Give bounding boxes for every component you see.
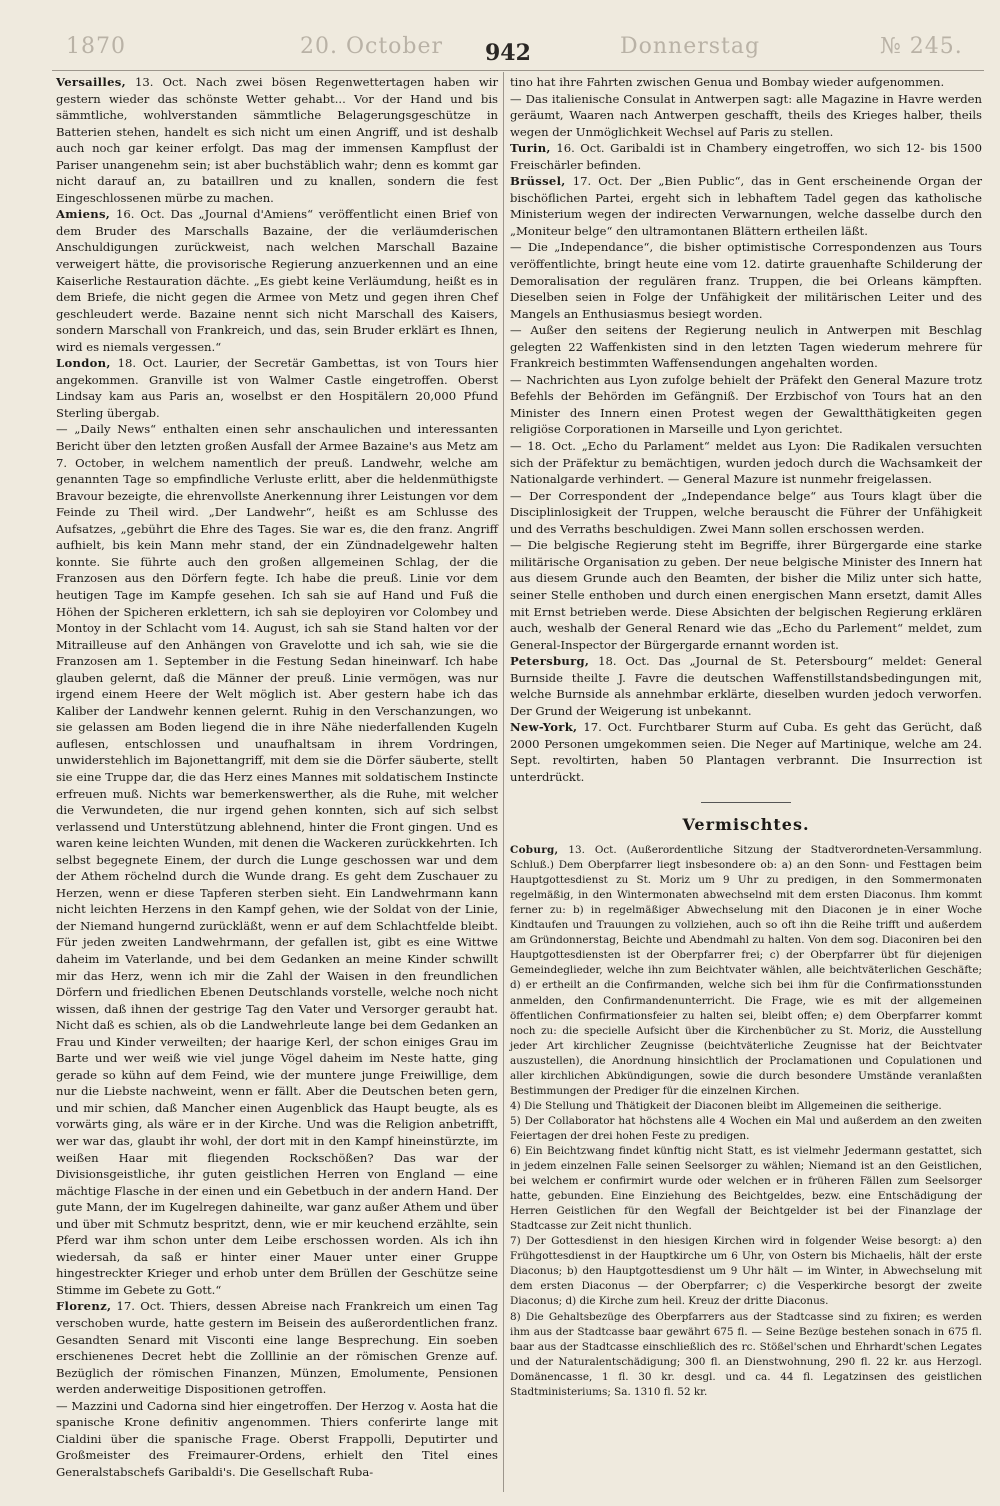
right-column-news <box>510 74 982 786</box>
left-column <box>56 74 498 1480</box>
article-paragraph <box>510 173 982 239</box>
article-paragraph <box>56 1398 498 1481</box>
article-text: 8) Die Gehaltsbezüge des Oberpfarrers aus der Stadtcasse sind zu fixiren; es werden ihm aus der Stadtcasse baar gewährt 675 fl. — Seine Bezüge bestehen sonach in 675 fl. baar aus der Stadtcasse einschließlich des rc. Stößel'schen und Ehrhardt'schen Legates und der Naturalentschädigung; 300 fl. an Dienstwohnung, 290 fl. 22 kr. aus Herzogl. Domänencasse, 1 fl. 30 kr. desgl. und ca. 44 fl. Legatzinsen des geistlichen Stadtministeriums; Sa. 1310 fl. 52 kr. <box>510 1310 982 1398</box>
article-paragraph <box>510 1234 982 1309</box>
article-text: 17. Oct. Furchtbarer Sturm auf Cuba. Es geht das Gerücht, daß 2000 Personen umgekommen seien. Die Neger auf Martinique, welche am 24. Sept. revoltirten, haben 50 Plantagen verbrannt. Die Insurrection ist unterdrückt. <box>510 720 982 784</box>
header-rule <box>52 70 984 71</box>
dateline-heading: Petersburg, <box>510 654 590 669</box>
article-paragraph <box>510 239 982 322</box>
article-paragraph <box>56 421 498 1298</box>
article-paragraph <box>510 322 982 372</box>
masthead-issue: № 245. <box>880 34 963 59</box>
article-text: 13. Oct. (Außerordentliche Sitzung der Stadtverordneten-Versammlung. Schluß.) Dem Oberpfarrer liegt insbesondere ob: a) an den Sonn- und Festtagen beim Hauptgottesdienst zu St. Moriz um 9 Uhr zu predigen, in den Sommermonaten regelmäßig, in den Wintermonaten abwechselnd mit dem ersten Diaconus. Ihm kommt ferner zu: b) in regelmäßiger Abwechselung mit den Diaconen je in einer Woche Kindtaufen und Trauungen zu vollziehen, auch so oft ihn die Reihe trifft und außerdem am Gründonnerstag, Beichte und Abendmahl zu halten. Von dem sog. Diaconiren bei den Hauptgottesdiensten ist der Oberpfarrer frei; c) der Oberpfarrer übt für diejenigen Gemeindeglieder, welche ihn zum Beichtvater wählen, alle beichtväterlichen Geschäfte; d) er ertheilt an die Confirmanden, welche sich bei ihm für die Confirmationsstunden anmelden, den Confirmandenunterricht. Die Frage, wie es mit der allgemeinen öffentlichen Confirmationsfeier zu halten sei, bleibt offen; e) dem Oberpfarrer kommt noch zu: die specielle Aufsicht über die Kirchenbücher zu St. Moriz, die Ausstellung jeder Art kirchlicher Zeugnisse (beichtväterliche Zeugnisse hat der Beichtvater auszustellen), die Anordnung hinsichtlich der Proclamationen und Copulationen und aller kirchlichen Abkündigungen, sowie die durch besondere Umstände veranlaßten Bestimmungen der Prediger für die einzelnen Kirchen. <box>510 844 982 1097</box>
dateline-heading: Florenz, <box>56 1299 112 1314</box>
article-text: 7) Der Gottesdienst in den hiesigen Kirchen wird in folgender Weise besorgt: a) den Frühgottesdienst in der Hauptkirche um 6 Uhr, von Ostern bis Michaelis, hält der erste Diaconus; b) den Hauptgottesdienst um 9 Uhr hält — im Winter, in Abwechselung mit dem ersten Diaconus — der Oberpfarrer; c) die Vesperkirche besorgt der zweite Diaconus; d) die Kirche zum heil. Kreuz der dritte Diaconus. <box>510 1235 982 1308</box>
article-paragraph <box>56 74 498 206</box>
article-paragraph <box>510 488 982 538</box>
article-text: 17. Oct. Thiers, dessen Abreise nach Frankreich um einen Tag verschoben wurde, hatte gestern im Beisein des außerordentlichen franz. Gesandten Senard mit Visconti eine lange Besprechung. Ein soeben erschienenes Decret hebt die Zolllinie an der römischen Grenze auf. Bezüglich der römischen Finanzen, Münzen, Emolumente, Pensionen werden anderweitige Dispositionen getroffen. <box>56 1299 498 1397</box>
article-text: — Mazzini und Cadorna sind hier eingetroffen. Der Herzog v. Aosta hat die spanische Krone definitiv angenommen. Thiers conferirte lange mit Cialdini über die spanische Frage. Oberst Frappolli, Deputirter und Großmeister des Freimaurer-Ordens, erhielt den Titel eines Generalstabschefs Garibaldi's. Die Gesellschaft Ruba- <box>56 1398 498 1479</box>
dateline-heading: London, <box>56 356 111 371</box>
article-text: — Nachrichten aus Lyon zufolge behielt der Präfekt den General Mazure trotz Befehls der Behörden im Gefängniß. Der Erzbischof von Tours hat an den Minister des Innern einen Protest wegen der Gewaltthätigkeiten gegen religiöse Corporationen in Marseille und Lyon gerichtet. <box>510 372 982 437</box>
article-text: — 18. Oct. „Echo du Parlament“ meldet aus Lyon: Die Radikalen versuchten sich der Präfektur zu bemächtigen, wurden jedoch durch die Wachsamkeit der Nationalgarde verhindert. — General Mazure ist nunmehr freigelassen. <box>510 439 982 487</box>
article-paragraph <box>510 653 982 719</box>
article-paragraph <box>510 1099 982 1114</box>
dateline-heading: New-York, <box>510 720 578 735</box>
dateline-heading: Brüssel, <box>510 174 566 189</box>
article-text: — Die „Independance“, die bisher optimistische Correspondenzen aus Tours veröffentlichte, bringt heute eine vom 12. datirte grauenhafte Schilderung der Demoralisation der regulären franz. Truppen, die bei Orleans kämpften. Dieselben seien in Folge der Unfähigkeit der militärischen Leiter und des Mangels an Enthusiasmus besiegt worden. <box>510 240 982 321</box>
article-text: 5) Der Collaborator hat höchstens alle 4 Wochen ein Mal und außerdem an den zweiten Feiertagen der drei hohen Feste zu predigen. <box>510 1114 982 1142</box>
article-paragraph <box>510 719 982 785</box>
masthead-date: 20. October <box>300 34 444 59</box>
article-paragraph <box>510 140 982 173</box>
article-text: 16. Oct. Garibaldi ist in Chambery eingetroffen, wo sich 12- bis 1500 Freischärler befinden. <box>510 141 982 172</box>
article-text: 16. Oct. Das „Journal d'Amiens“ veröffentlicht einen Brief von dem Bruder des Marschalls Bazaine, der die verläumderischen Anschuldigungen zurückweist, nach welchen Marschall Bazaine verweigert hätte, die provisorische Regierung anzuerkennen und an eine Kaiserliche Restauration dächte. „Es giebt keine Verläumdung, heißt es in dem Briefe, die nicht gegen die Armee von Metz und gegen ihren Chef geschleudert werde. Bazaine nennt sich nicht Marschall des Kaisers, sondern Marschall von Frankreich, und das, sein Bruder erklärt es Ihnen, wird es niemals vergessen.“ <box>56 207 499 354</box>
article-paragraph <box>510 438 982 488</box>
masthead <box>0 0 1000 66</box>
right-column-miscellany <box>510 843 982 1400</box>
article-text: 18. Oct. Das „Journal de St. Petersbourg“ meldet: General Burnside theilte J. Favre die deutschen Waffenstillstandsbedingungen mit, welche Burnside als annehmbar erklärte, dieselben wurden jedoch verworfen. Der Grund der Weigerung ist unbekannt. <box>510 654 982 718</box>
article-paragraph <box>510 843 982 1099</box>
article-text: tino hat ihre Fahrten zwischen Genua und Bombay wieder aufgenommen. <box>510 75 945 89</box>
article-text: 13. Oct. Nach zwei bösen Regenwettertagen haben wir gestern wieder das schönste Wetter gehabt... Vor der Hand und bis sämmtliche, wohlverstanden sämmtliche Belagerungsgeschütze in Batterien stehen, handelt es sich nicht um einen Angriff, und ist deshalb auch noch gar keiner erfolgt. Das mag der immensen Kampflust der Pariser unangenehm sein; ist aber buchstäblich wahr; denn es kommt gar nicht darauf an, zu bataillren und zu knallen, sondern die fest Eingeschlossenen mürbe zu machen. <box>56 75 498 205</box>
dateline-heading: Coburg, <box>510 844 559 857</box>
dateline-heading: Amiens, <box>56 207 111 222</box>
article-text: — Die belgische Regierung steht im Begriffe, ihrer Bürgergarde eine starke militärische Organisation zu geben. Der neue belgische Minister des Innern hat aus diesem Grunde auch den Beamten, der bisher die Miliz unter sich hatte, seiner Stelle enthoben und durch einen energischen Mann ersetzt, damit Alles mit Ernst betrieben werde. Diese Absichten der belgischen Regierung erklären auch, weshalb der General Renard wie das „Echo du Parlement“ meldet, zum General-Inspector der Bürgergarde ernannt worden ist. <box>510 538 982 652</box>
article-paragraph <box>56 355 498 421</box>
article-text: 17. Oct. Der „Bien Public“, das in Gent erscheinende Organ der bischöflichen Partei, ergeht sich in lebhaftem Tadel gegen das katholische Ministerium wegen der indirecten Verwarnungen, welche dasselbe durch den „Moniteur belge“ den ultramontanen Blättern ertheilen läßt. <box>510 174 982 238</box>
page-number: 942 <box>485 40 531 66</box>
article-text: — Außer den seitens der Regierung neulich in Antwerpen mit Beschlag gelegten 22 Waffenkisten sind in den letzten Tagen wiederum mehrere für Frankreich bestimmten Waffensendungen angehalten worden. <box>510 323 982 371</box>
article-text: 6) Ein Beichtzwang findet künftig nicht Statt, es ist vielmehr Jedermann gestattet, sich in jedem einzelnen Falle seinen Seelsorger zu wählen; Niemand ist an den Geistlichen, bei welchem er confirmirt wurde oder welchen er in früheren Fällen zum Seelsorger hatte, gebunden. Eine Einziehung des Beichtgeldes, bezw. eine Entschädigung der Herren Geistlichen für den Wegfall der Beichtgelder ist bei der Finanzlage der Stadtcasse zur Zeit nicht thunlich. <box>510 1145 982 1233</box>
section-divider-rule <box>701 802 791 803</box>
section-title: Vermischtes. <box>682 814 810 834</box>
article-paragraph <box>510 1114 982 1144</box>
article-paragraph <box>56 206 498 355</box>
article-text: — Das italienische Consulat in Antwerpen sagt: alle Magazine in Havre werden geräumt, Waaren nach Antwerpen geschafft, theils des Krieges halber, theils wegen der Unmöglichkeit Wechsel auf Paris zu stellen. <box>510 91 982 139</box>
masthead-year: 1870 <box>66 34 126 59</box>
column-divider <box>503 72 504 1492</box>
article-paragraph <box>510 74 982 91</box>
masthead-day: Donnerstag <box>620 34 761 59</box>
article-paragraph <box>510 91 982 141</box>
article-text: 4) Die Stellung und Thätigkeit der Diaconen bleibt im Allgemeinen die seitherige. <box>510 1099 942 1112</box>
dateline-heading: Turin, <box>510 141 551 156</box>
article-text: — Der Correspondent der „Independance belge“ aus Tours klagt über die Disciplinlosigkeit der Truppen, welche berauscht die Führer der Unfähigkeit und des Verraths beschuldigen. Zwei Mann sollen erschossen werden. <box>510 488 982 536</box>
article-paragraph <box>510 537 982 653</box>
article-paragraph <box>56 1298 498 1397</box>
article-paragraph <box>510 372 982 438</box>
article-paragraph <box>510 1310 982 1400</box>
article-text: 18. Oct. Laurier, der Secretär Gambettas, ist von Tours hier angekommen. Granville ist von Walmer Castle eingetroffen. Oberst Lindsay kam aus Paris an, woselbst er den Hospitälern 20,000 Pfund Sterling übergab. <box>56 356 498 420</box>
article-paragraph <box>510 1144 982 1234</box>
article-text: — „Daily News“ enthalten einen sehr anschaulichen und interessanten Bericht über den letzten großen Ausfall der Armee Bazaine's aus Metz am 7. October, in welchem namentlich der preuß. Landwehr, welche am genannten Tage so empfindliche Verluste erlitt, aber die heldenmüthigste Bravour bezeigte, die ehrenvollste Anerkennung ihrer Leistungen vor dem Feinde zu Theil wird. „Der Landwehr“, heißt es am Schlusse des Aufsatzes, „gebührt die Ehre des Tages. Sie war es, die den franz. Angriff aufhielt, bis kein Mann mehr stand, der ein Zündnadelgewehr halten konnte. Sie führte auch den großen allgemeinen Schlag, der die Franzosen aus den Dörfern fegte. Ich habe die preuß. Linie vor dem heutigen Tage im Kampfe gesehen. Ich sah sie auf Hand und Fuß die Höhen der Spicheren erklettern, ich sah sie deployiren vor Colombey und Montoy in der Schlacht vom 14. August, ich sah sie Stand halten vor der Mitrailleuse auf den Anhängen von Gravelotte und ich sah, wie sie die Franzosen am 1. September in die Festung Sedan hineinwarf. Ich habe glauben gelernt, daß die Männer der preuß. Linie vermögen, was nur irgend einem Heere der Welt möglich ist. Aber gestern habe ich das Kaliber der Landwehr kennen gelernt. Ruhig in den Verschanzungen, wo sie gelassen am Boden liegend die in ihre Nähe niederfallenden Kugeln auflesen, entschlossen und unaufhaltsam in ihrem Vordringen, unwiderstehlich im Bajonettangriff, mit dem sie die Dörfer säuberte, stellt sie eine Truppe dar, die das Herz eines Mannes mit soldatischem Instincte erfreuen muß. Nichts war bemerkenswerther, als die Ruhe, mit welcher die Verwundeten, die nur irgend gehen konnten, sich auf sich selbst verlassend und Unterstützung ablehnend, hinter die Front gingen. Und es waren keine leichten Wunden, mit denen die Wackeren zurückkehrten. Ich selbst begegnete Einem, der durch die Lunge geschossen war und dem der Athem röchelnd durch die Wunde drang. Es geht dem Zuschauer zu Herzen, wenn er diese Tapferen sterben sieht. Ein Landwehrmann kann nicht leichten Herzens in den Kampf gehen, wie der Soldat von der Linie, der Niemand hungernd zurückläßt, wenn er auf dem Schlachtfelde bleibt. Für jeden zweiten Landwehrmann, der gefallen ist, gibt es eine Wittwe daheim im Vaterlande, und bei dem Gedanken an meine Kinder schwillt mir das Herz, wenn ich mir die Zahl der Waisen in den freundlichen Dörfern und friedlichen Ebenen Deutschlands vorstelle, welche noch nicht wissen, daß ihnen der gestrige Tag den Vater und Versorger geraubt hat. Nicht daß es schien, als ob die Landwehrleute lange bei dem Gedanken an Frau und Kinder verweilten; der haarige Kerl, der schon einiges Grau im Barte und wer weiß wie viel junge Vögel daheim im Neste hatte, ging gerade so kühn auf dem Feind, wie der muntere junge Freiwillige, dem nur die Liebste nachweint, wenn er fällt. Aber die Deutschen beten gern, und mir schien, daß Mancher einen Augenblick das Haupt beugte, als es vorwärts ging, als wäre er in der Kirche. Und was die Religion anbetrifft, wer war das, glaubt ihr wohl, der dort mit in den Kampf hineinstürzte, im weißen Haar mit fliegenden Rockschößen? Das war der Divisionsgeistliche, ihr guten geistlichen Herren von England — eine mächtige Flasche in der einen und ein Gebetbuch in der andern Hand. Der gute Mann, der im Kugelregen dahineilte, war ganz außer Athem und über und über mit Schmutz bespritzt, denn, wie er mir keuchend erzählte, sein Pferd war ihm schon unter dem Leibe erschossen worden. Als ich ihn wiedersah, da saß er hinter einer Mauer unter einer Gruppe hingestreckter Krieger und erhob unter dem Brüllen der Geschütze seine Stimme im Gebete zu Gott.“ <box>56 422 498 1297</box>
dateline-heading: Versailles, <box>56 75 126 89</box>
right-column <box>510 74 982 1400</box>
